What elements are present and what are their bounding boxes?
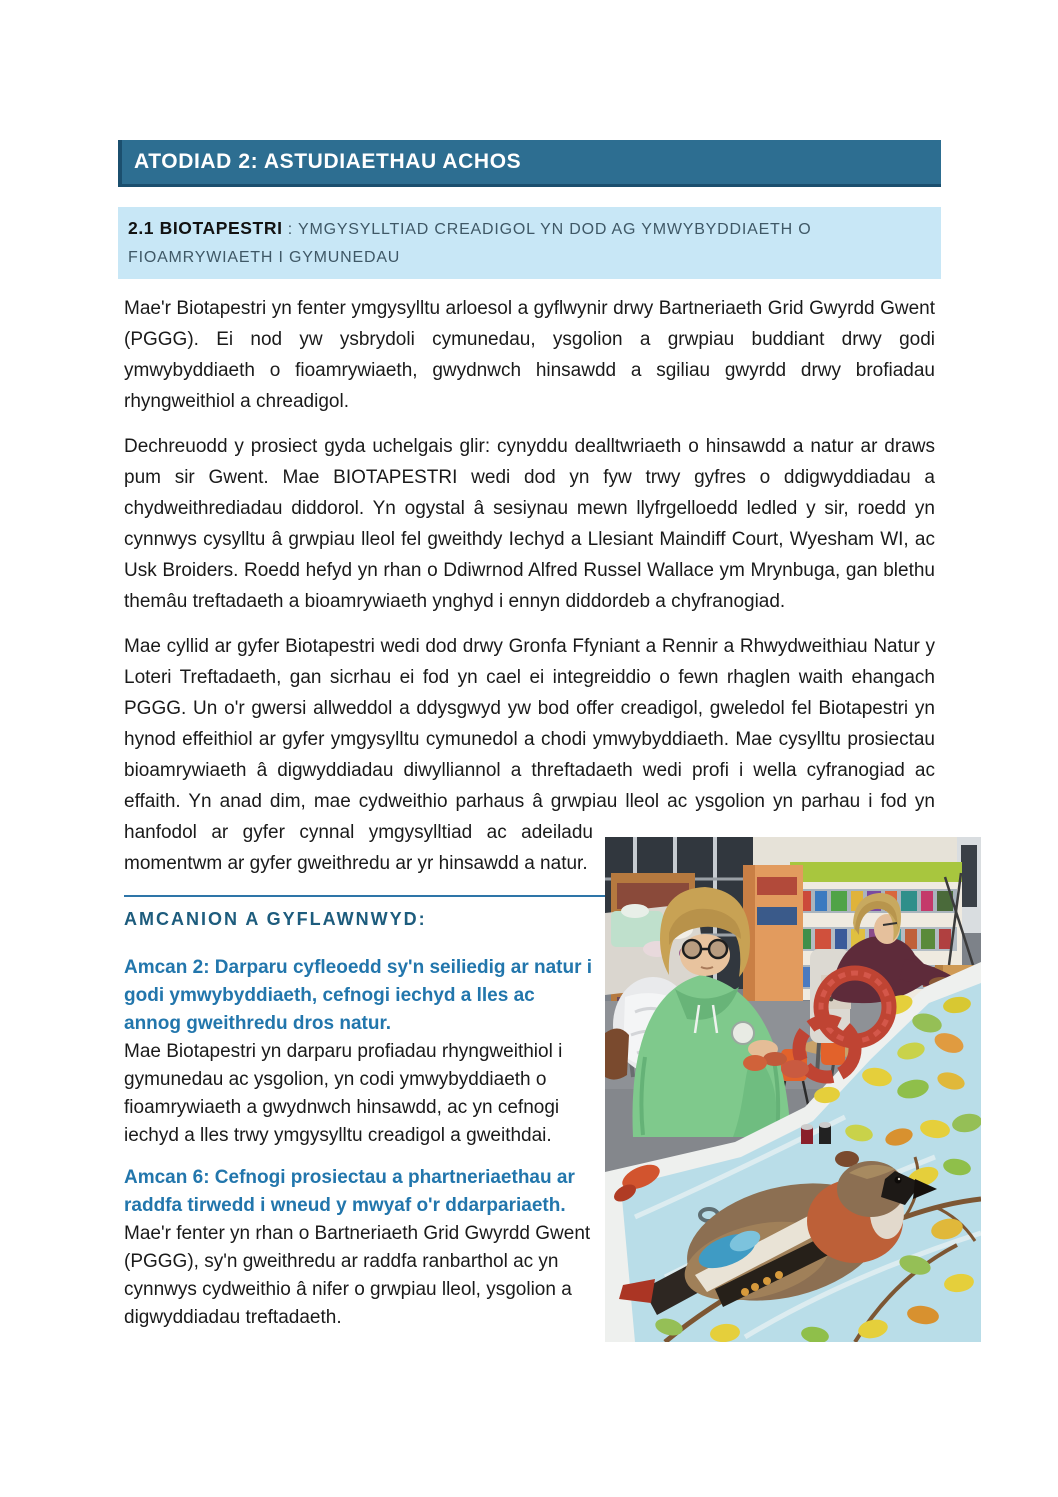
- appendix-banner: [118, 140, 941, 187]
- paragraph-project-history: Dechreuodd y prosiect gyda uchelgais glir: cynyddu dealltwriaeth o hinsawdd a natur ar draws pum sir Gwent. Mae BIOTAPESTRI wedi dod yn fyw trwy gyfres o ddigwyddiadau a chydweithrediadau diddorol. Yn ogystal â sesiynau mewn llyfrgelloedd ledled y sir, roedd yn cynnwys cysylltu â grwpiau lleol fel gweithdy Iechyd a Llesiant Maindiff Court, Wyesham WI, ac Usk Broiders. Roedd hefyd yn rhan o Ddiwrnod Alfred Russel Wallace ym Mrynbuga, gan blethu themâu treftadaeth a bioamrywiaeth ynghyd i ennyn diddordeb a chyfranogiad.: [124, 436, 935, 612]
- paragraph-intro: Mae'r Biotapestri yn fenter ymgysylltu arloesol a gyflwynir drwy Bartneriaeth Grid Gwyrdd Gwent (PGGG). Ei nod yw ysbrydoli cymunedau, ysgolion a grwpiau buddiant drwy godi ymwybyddiaeth o fioamrywiaeth, gwydnwch hinsawdd a sgiliau gwyrdd drwy brofiadau rhyngweithiol a chreadigol.: [124, 298, 935, 412]
- case-study-number: 2.1 BIOTAPESTRI: [128, 218, 283, 238]
- case-study-subtitle-box: [118, 207, 941, 279]
- objective-6-body: Mae'r fenter yn rhan o Bartneriaeth Grid Gwyrdd Gwent (PGGG), sy'n gweithredu ar raddfa ranbarthol ac yn cynnwys cydweithio â nifer o grwpiau lleol, ysgolion a digwyddiadau treftadaeth.: [124, 1223, 591, 1328]
- objectives-heading: AMCANION A GYFLAWNWYD:: [124, 909, 427, 929]
- workshop-photo: [593, 831, 941, 1371]
- paragraph-funding: Mae cyllid ar gyfer Biotapestri wedi dod drwy Gronfa Ffyniant a Rennir a Rhwydweithiau Natur y Loteri Treftadaeth, gan sicrhau ei fod yn cael ei integreiddio o fewn rhaglen waith ehangach PGGG. Un o'r gwersi allweddol a ddysgwyd yw bod offer creadigol, gweledol fel Biotapestri yn hynod effeithiol ar gyfer ymgysylltu cymunedol a chodi ymwybyddiaeth. Mae cysylltu prosiectau bioamrywiaeth â digwyddiadau diwylliannol a threftadaeth wedi profi i wella cyfranogiad ac effaith. Yn anad dim, mae cydweithio parhaus â grwpiau lleol ac ysgolion yn parhau i fod yn hanfodol ar gyfer cynnal ymgysylltiad ac adeiladu momentwm ar gyfer gweithredu ar yr hinsawdd a natur.: [124, 636, 935, 874]
- objective-2-body: Mae Biotapestri yn darparu profiadau rhyngweithiol i gymunedau ac ysgolion, yn codi ymwybyddiaeth o fioamrywiaeth a gwydnwch hinsawdd, ac yn cefnogi iechyd a lles trwy ymgysylltu creadigol a gweithdai.: [124, 1041, 563, 1146]
- appendix-banner-title: ATODIAD 2: ASTUDIAETHAU ACHOS: [134, 150, 522, 173]
- objective-2-title: Amcan 2: Darparu cyfleoedd sy'n seiliedig ar natur i godi ymwybyddiaeth, cefnogi iechyd a lles ac annog gweithredu dros natur.: [124, 957, 593, 1034]
- case-study-subtitle: : YMGYSYLLTIAD CREADIGOL YN DOD AG YMWYBYDDIAETH O FIOAMRYWIAETH I GYMUNEDAU: [128, 221, 812, 266]
- document-page: [118, 140, 941, 1371]
- objective-6-title: Amcan 6: Cefnogi prosiectau a phartneriaethau ar raddfa tirwedd i wneud y mwyaf o'r ddarpariaeth.: [124, 1167, 575, 1216]
